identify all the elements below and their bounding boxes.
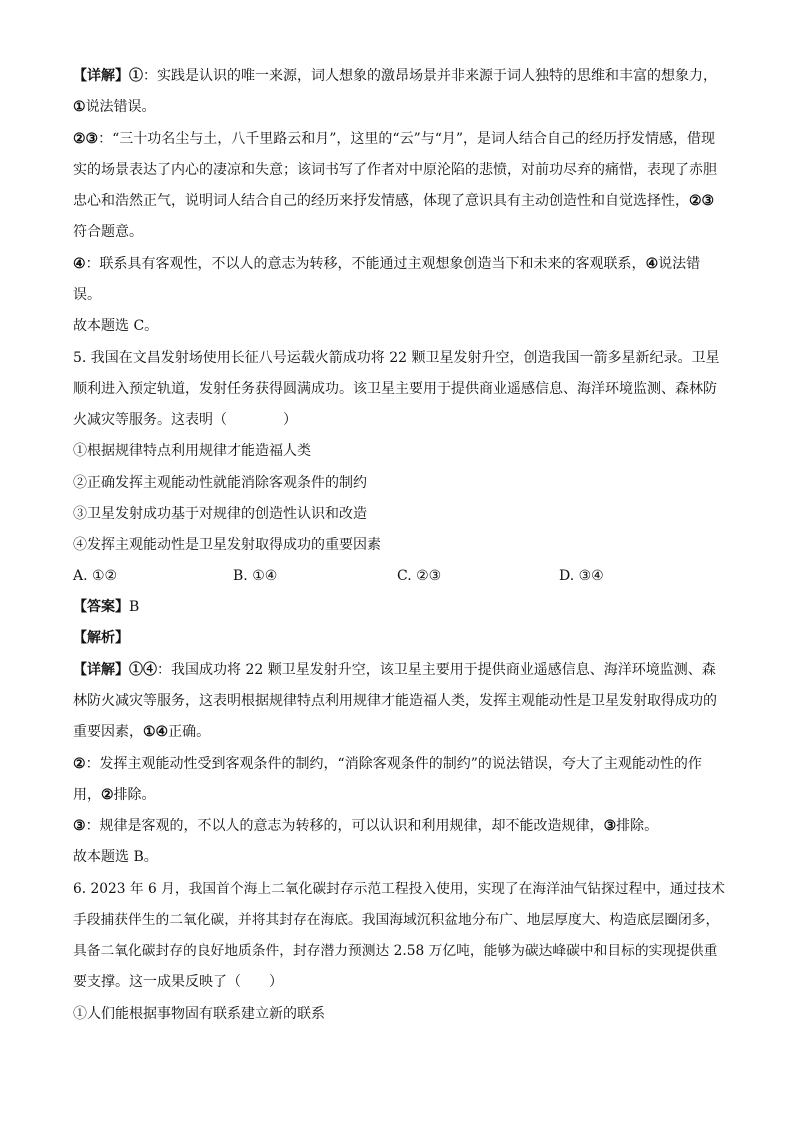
q4-conclusion: 故本题选 C。 (73, 318, 159, 334)
item-number: ④ (645, 256, 659, 272)
q6-stem-line-3: 具备二氧化碳封存的良好地质条件，封存潜力预测达 2.58 万亿吨，能够为碳达峰碳中和目标的实现提供重 (73, 943, 718, 959)
item-number: ③ (603, 818, 617, 834)
detail-text: 排除。 (616, 818, 659, 834)
item-number: ①④ (143, 724, 169, 740)
detail-text: 说法错误。 (85, 99, 156, 115)
option-b: B. ①④ (233, 568, 278, 584)
q5-statement-1: ①根据规律特点利用规律才能造福人类 (73, 443, 311, 459)
q5-conclusion: 故本题选 B。 (73, 849, 158, 865)
q6-statement-1: ①人们能根据事物固有联系建立新的联系 (73, 1006, 325, 1022)
detail-tag: 【详解】 (73, 662, 129, 678)
option-c: C. ②③ (397, 568, 442, 584)
item-number: ②③ (689, 193, 715, 209)
detail-tag: 【详解】 (73, 68, 129, 84)
q5-analysis-tag: 【解析】 (73, 630, 129, 646)
q4-detail-line-1 (73, 66, 724, 86)
item-number: ④ (73, 256, 86, 272)
q4-detail-line-5 (73, 191, 724, 211)
q5-detail-line-1 (73, 660, 724, 680)
q6-stem-line-2: 手段捕获伴生的二氧化碳，并将其封存在海底。我国海域沉积盆地分布广、地层厚度大、构造底层圈闭多， (73, 912, 720, 928)
detail-text: ：“三十功名尘与土，八千里路云和月”，这里的“云”与“月”，是词人结合自己的经历抒发情感，借现 (98, 131, 716, 147)
detail-text: ：规律是客观的，不以人的意志为转移的，可以认识和利用规律，却不能改造规律， (85, 818, 604, 834)
q4-detail-line-4: 实的场景表达了内心的凄凉和失意；该词书写了作者对中原沦陷的悲愤，对前功尽弃的痛惜，表现了赤胆 (73, 162, 717, 178)
item-number: ③ (73, 818, 86, 834)
q5-stem-line-3: 火减灾等服务。这表明（ ） (73, 412, 297, 428)
q6-stem-line-4: 要支撑。这一成果反映了（ ） (73, 974, 283, 990)
q5-options (73, 566, 724, 586)
item-number: ②③ (73, 131, 99, 147)
q5-detail-line-6 (73, 816, 724, 836)
q4-detail-line-7 (73, 254, 724, 274)
q5-detail-line-4 (73, 754, 724, 774)
detail-text: 说法错 (658, 256, 701, 272)
q5-detail-line-3 (73, 722, 724, 742)
item-number: ② (73, 756, 86, 772)
detail-text: 排除。 (113, 787, 156, 803)
detail-text: ：联系具有客观性，不以人的意志为转移，不能通过主观想象创造当下和未来的客观联系， (85, 256, 646, 272)
detail-text: ：发挥主观能动性受到客观条件的制约，“消除客观条件的制约”的说法错误，夸大了主观能动性的作 (85, 756, 702, 772)
q6-stem-line-1: 6. 2023 年 6 月，我国首个海上二氧化碳封存示范工程投入使用，实现了在海洋油气钻探过程中，通过技术 (73, 881, 725, 897)
item-number: ① (73, 99, 86, 115)
q5-detail-line-2: 林防火减灾等服务，这表明根据规律特点利用规律才能造福人类，发挥主观能动性是卫星发射取得成功的 (73, 693, 717, 709)
detail-text: 正确。 (168, 724, 211, 740)
detail-text: ：实践是认识的唯一来源，词人想象的激昂场景并非来源于词人独特的思维和丰富的想象力， (143, 68, 717, 84)
item-number: ①④ (129, 662, 157, 678)
q5-stem-line-2: 顺利进入预定轨道，发射任务获得圆满成功。该卫星主要用于提供商业遥感信息、海洋环境监测、森林防 (73, 381, 717, 397)
q5-detail-line-5 (73, 785, 724, 805)
option-a: A. ①② (73, 568, 118, 584)
q5-stem-line-1: 5. 我国在文昌发射场使用长征八号运载火箭成功将 22 颗卫星发射升空，创造我国一箭多星新纪录。卫星 (73, 350, 720, 366)
q5-statement-2: ②正确发挥主观能动性就能消除客观条件的制约 (73, 475, 367, 491)
option-d: D. ③④ (559, 568, 604, 584)
item-number: ① (129, 68, 143, 84)
answer-tag: 【答案】 (73, 599, 129, 615)
q4-detail-line-2 (73, 97, 724, 117)
detail-text: 重要因素， (73, 724, 143, 740)
q5-statement-3: ③卫星发射成功基于对规律的创造性认识和改造 (73, 506, 367, 522)
q5-statement-4: ④发挥主观能动性是卫星发射取得成功的重要因素 (73, 537, 381, 553)
q4-detail-line-3 (73, 129, 724, 149)
q4-detail-line-6: 符合题意。 (73, 224, 143, 240)
detail-text: 忠心和浩然正气，说明词人结合自己的经历来抒发情感，体现了意识具有主动创造性和自觉选择性， (73, 193, 689, 209)
answer-value: B (129, 599, 140, 615)
detail-text: 用， (73, 787, 101, 803)
q5-answer (73, 597, 724, 617)
item-number: ② (101, 787, 114, 803)
q4-detail-line-8: 误。 (73, 287, 101, 303)
detail-text: ：我国成功将 22 颗卫星发射升空，该卫星主要用于提供商业遥感信息、海洋环境监测、森 (157, 662, 716, 678)
